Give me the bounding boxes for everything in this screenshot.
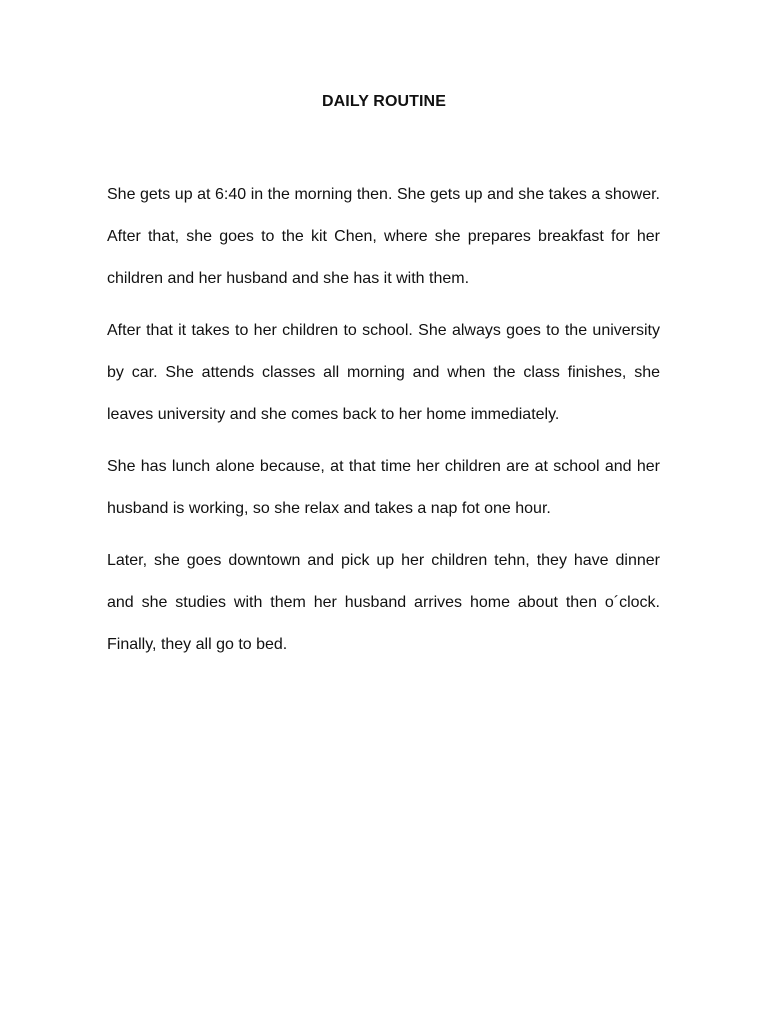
paragraph-1: She gets up at 6:40 in the morning then. She gets up and she takes a shower. After that, she goes to the kit Chen, where she prepares breakfast for her children and her husband and she has it with them. <box>107 186 660 287</box>
document-body <box>107 174 660 676</box>
paragraph-4: Later, she goes downtown and pick up her children tehn, they have dinner and she studies with them her husband arrives home about then o´clock. Finally, they all go to bed. <box>107 552 660 653</box>
paragraph-2: After that it takes to her children to school. She always goes to the university by car. She attends classes all morning and when the class finishes, she leaves university and she comes back to her home immediately. <box>107 322 660 423</box>
document-title: DAILY ROUTINE <box>322 93 446 110</box>
paragraph-3: She has lunch alone because, at that time her children are at school and her husband is working, so she relax and takes a nap fot one hour. <box>107 458 660 517</box>
